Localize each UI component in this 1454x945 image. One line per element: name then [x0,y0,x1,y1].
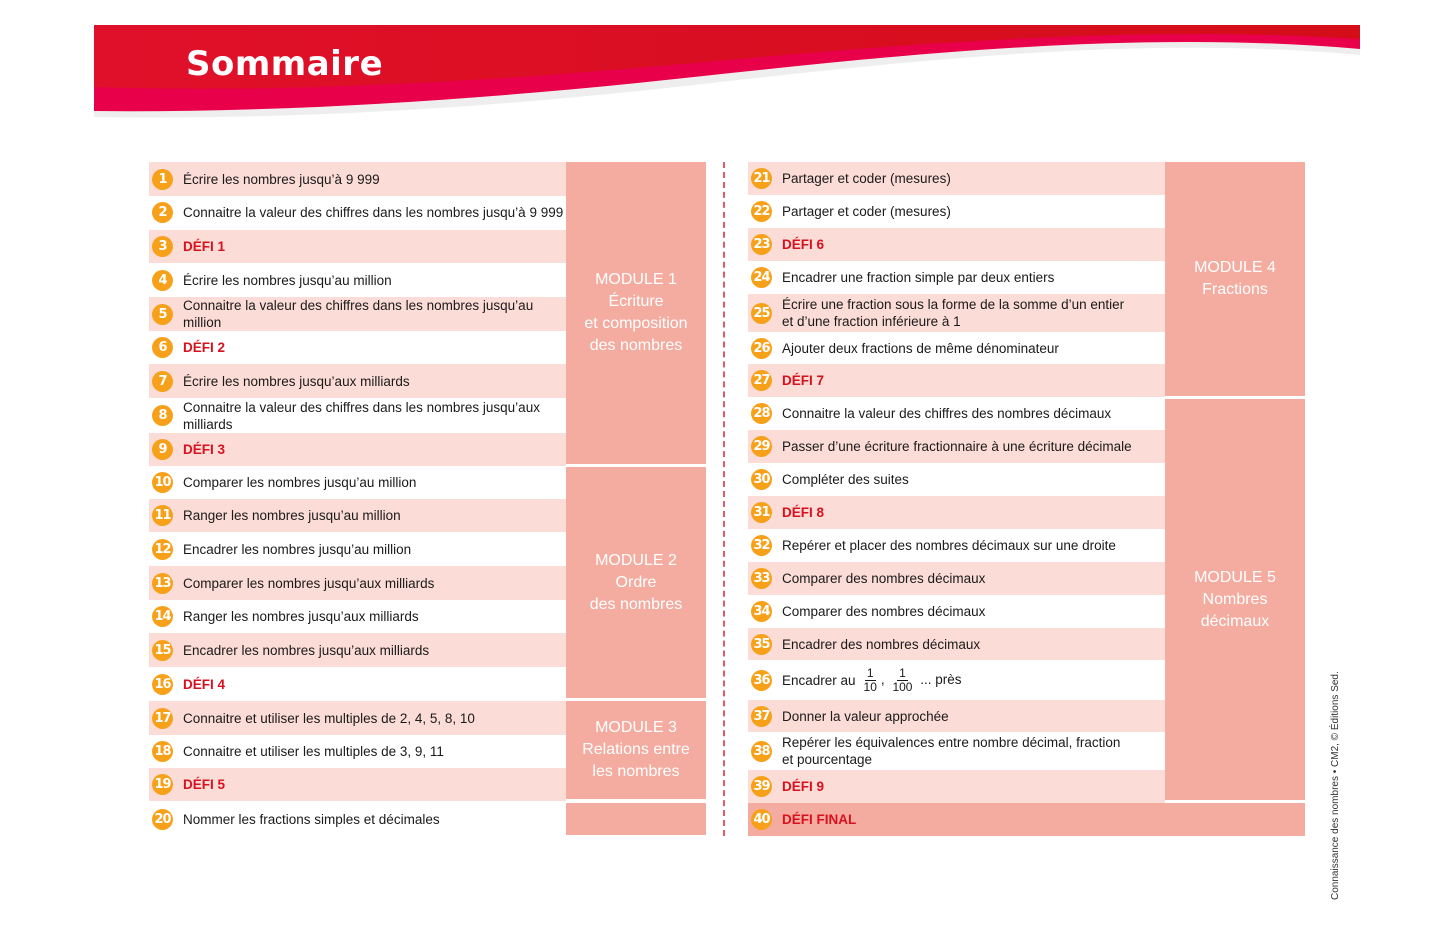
defi-label: DÉFI 9 [782,779,825,794]
lesson-title: Donner la valeur approchée [782,708,949,724]
lesson-number-badge: 13 [152,573,173,594]
module-2-box [566,467,706,698]
lesson-number-badge: 24 [751,267,772,288]
lesson-number-badge: 17 [152,708,173,729]
toc-row[interactable] [149,230,566,263]
toc-row[interactable] [748,770,1165,803]
module-subtitle: Relations entre [582,741,690,758]
toc-row[interactable] [149,633,566,667]
lesson-number-badge: 20 [152,809,173,830]
toc-row[interactable] [149,162,566,196]
module-filler-block [566,803,706,835]
defi-label: DÉFI 4 [183,676,226,692]
lesson-title: Connaitre la valeur des chiffres dans les nombres jusqu’aux milliards [183,399,540,432]
toc-row[interactable] [748,595,1165,628]
lesson-title: Ajouter deux fractions de même dénominateur [782,340,1059,356]
lesson-number-badge: 2 [152,202,173,223]
module-1-box [566,162,706,464]
toc-row[interactable] [748,261,1165,294]
fraction-numerator: 1 [866,665,874,680]
fraction-suffix: ... près [920,671,962,687]
column-divider [723,162,725,836]
lesson-number-badge: 26 [751,338,772,359]
lesson-title: Connaitre la valeur des chiffres dans les nombres jusqu’à 9 999 [183,205,564,220]
toc-row[interactable] [748,430,1165,463]
fraction-group [860,667,962,694]
lesson-title: Écrire les nombres jusqu’au million [183,272,392,288]
lesson-title: Comparer les nombres jusqu’au million [183,475,417,490]
defi-label: DÉFI FINAL [782,812,857,827]
toc-row[interactable] [748,628,1165,660]
module-5-box [1165,399,1305,800]
lesson-number-badge: 29 [751,436,772,457]
toc-row[interactable] [748,529,1165,562]
defi-label: DÉFI 3 [183,442,226,457]
toc-row[interactable] [748,463,1165,496]
module-subtitle: décimaux [1200,612,1270,630]
toc-row[interactable] [149,701,566,735]
toc-row[interactable] [748,195,1165,228]
module-4-box [1165,162,1305,396]
lesson-title: Partager et coder (mesures) [782,171,951,186]
toc-row[interactable] [748,162,1165,195]
lesson-title: Ranger les nombres jusqu’aux milliards [183,609,419,624]
toc-row[interactable] [748,228,1165,261]
toc-row[interactable] [149,466,566,499]
module-subtitle: Nombres [1202,590,1268,608]
toc-row[interactable] [149,768,566,801]
lesson-title: Connaitre et utiliser les multiples de 2, 4, 5, 8, 10 [183,710,475,726]
module-subtitle: Ordre [615,573,657,591]
fraction-separator: , [880,671,885,687]
lesson-number-badge: 23 [751,234,772,255]
module-subtitle: Fractions [1202,281,1268,298]
lesson-number-badge: 34 [751,601,772,622]
lesson-title: Connaitre la valeur des chiffres des nombres décimaux [782,406,1112,421]
lesson-title: Écrire les nombres jusqu’à 9 999 [183,171,380,187]
lesson-title: Encadrer des nombres décimaux [782,636,981,652]
module-3-box [566,701,706,799]
lesson-number-badge: 1 [152,169,173,190]
fraction-denominator: 10 [863,679,877,694]
lesson-title: Encadrer une fraction simple par deux entiers [782,270,1055,285]
lesson-number-badge: 5 [152,304,173,325]
toc-row[interactable] [149,735,566,768]
lesson-number-badge: 19 [152,774,173,795]
toc-row[interactable] [748,397,1165,430]
lesson-number-badge: 33 [751,568,772,589]
lesson-title: Compléter des suites [782,472,909,487]
lesson-number-badge: 14 [152,606,173,627]
lesson-number-badge: 39 [751,776,772,797]
lesson-number-badge: 10 [152,472,173,493]
lesson-number-badge: 28 [751,403,772,424]
lesson-title: Partager et coder (mesures) [782,204,951,219]
lesson-number-badge: 27 [751,370,772,391]
lesson-title: Connaitre la valeur des chiffres dans les nombres jusqu’au million [183,298,534,330]
toc-row[interactable] [149,566,566,600]
module-subtitle: des nombres [589,595,683,613]
lesson-title: Connaitre et utiliser les multiples de 3, 9, 11 [183,744,444,759]
lesson-number-badge: 4 [152,270,173,291]
lesson-number-badge: 8 [152,405,173,426]
lesson-title: Comparer des nombres décimaux [782,604,986,619]
lesson-number-badge: 9 [152,439,173,460]
toc-row[interactable] [748,660,1165,700]
toc-row[interactable] [149,331,566,364]
lesson-title: Encadrer les nombres jusqu’au million [183,541,412,557]
toc-row[interactable] [149,433,566,466]
toc-row[interactable] [149,196,566,229]
lesson-title: Encadrer les nombres jusqu’aux milliards [183,642,430,658]
lesson-number-badge: 37 [751,706,772,727]
toc-row[interactable] [149,398,566,433]
lesson-number-badge: 12 [152,539,173,560]
defi-label: DÉFI 5 [183,777,226,792]
module-subtitle: des nombres [589,337,683,354]
module-heading: MODULE 1 [595,271,677,288]
toc-row[interactable] [149,263,566,297]
lesson-title: Ranger les nombres jusqu’au million [183,508,401,523]
lesson-number-badge: 21 [751,168,772,189]
module-heading: MODULE 5 [1194,568,1276,586]
lesson-number-badge: 7 [152,371,173,392]
toc-row[interactable] [748,732,1165,770]
lesson-number-badge: 16 [152,674,173,695]
lesson-title: Nommer les fractions simples et décimales [183,811,440,827]
defi-label: DÉFI 1 [183,239,226,254]
page-title: Sommaire [186,44,384,84]
module-heading: MODULE 2 [595,551,677,569]
lesson-number-badge: 18 [152,741,173,762]
module-subtitle: les nombres [592,763,680,780]
lesson-title: Passer d’une écriture fractionnaire à une écriture décimale [782,439,1132,454]
fraction-tenth [862,667,879,694]
defi-label: DÉFI 2 [183,340,226,355]
toc-row[interactable] [149,600,566,633]
lesson-title: Écrire une fraction sous la forme de la somme d’un entier et d’une fraction inférieure à 1 [782,297,1125,329]
lesson-number-badge: 36 [751,670,772,691]
fraction-denominator: 100 [892,679,913,694]
side-credit: Connaissance des nombres • CM2, © Éditions Sed. [1330,671,1341,900]
defi-label: DÉFI 6 [782,237,825,252]
fraction-numerator: 1 [899,665,906,680]
lesson-number-badge: 38 [751,741,772,762]
toc-row[interactable] [149,364,566,398]
lesson-title: Repérer les équivalences entre nombre décimal, fraction et pourcentage [782,735,1121,767]
lesson-number-badge: 15 [152,640,173,661]
lesson-number-badge: 40 [751,809,772,830]
toc-row[interactable] [149,499,566,532]
lesson-number-badge: 25 [751,303,772,324]
lesson-number-badge: 3 [152,236,173,257]
defi-label: DÉFI 8 [782,505,825,520]
lesson-title: Repérer et placer des nombres décimaux sur une droite [782,538,1116,553]
toc-row[interactable] [748,496,1165,529]
toc-row[interactable] [748,803,1305,836]
lesson-number-badge: 35 [751,634,772,655]
toc-row[interactable] [149,802,566,836]
toc-row[interactable] [748,332,1165,364]
lesson-number-badge: 22 [751,201,772,222]
lesson-title: Comparer les nombres jusqu’aux milliards [183,575,435,591]
toc-row[interactable] [149,297,566,331]
lesson-number-badge: 6 [152,337,173,358]
module-heading: MODULE 4 [1194,259,1276,276]
toc-row[interactable] [748,562,1165,595]
module-subtitle: et composition [584,315,688,332]
toc-row[interactable] [748,294,1165,332]
toc-row[interactable] [748,364,1165,397]
lesson-number-badge: 31 [751,502,772,523]
toc-row[interactable] [149,532,566,566]
toc-row[interactable] [748,700,1165,732]
toc-row[interactable] [149,667,566,701]
lesson-number-badge: 30 [751,469,772,490]
lesson-title: Encadrer au [782,672,856,688]
lesson-number-badge: 32 [751,535,772,556]
lesson-title: Comparer des nombres décimaux [782,571,986,586]
module-heading: MODULE 3 [595,719,677,736]
module-subtitle: Écriture [608,293,664,310]
fraction-hundredth [890,667,914,694]
lesson-title: Écrire les nombres jusqu’aux milliards [183,373,410,389]
lesson-number-badge: 11 [152,505,173,526]
defi-label: DÉFI 7 [782,373,825,388]
